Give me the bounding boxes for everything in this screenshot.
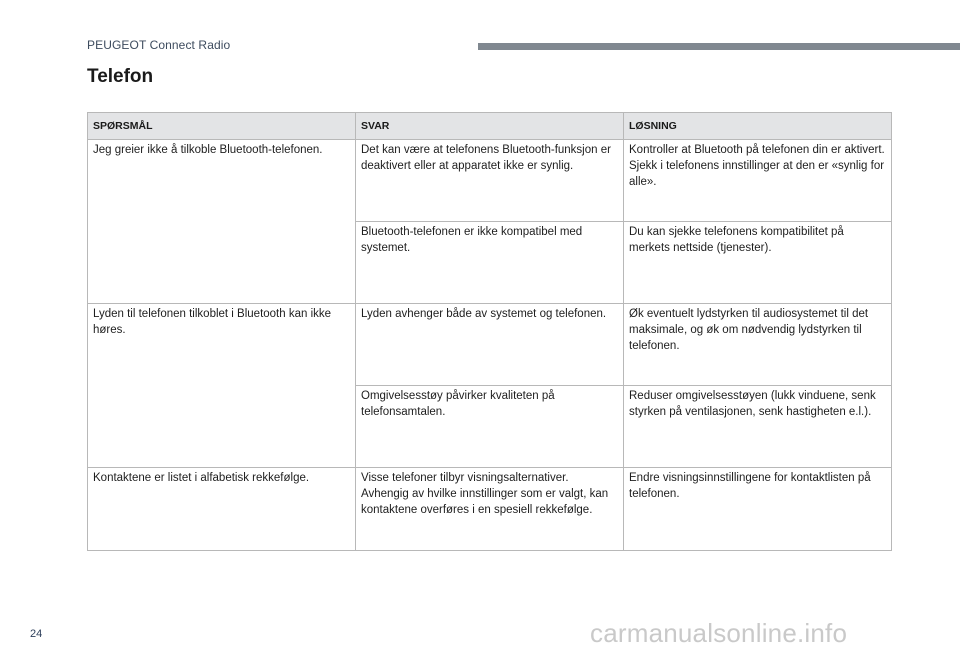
- section-title: Telefon: [87, 66, 154, 87]
- question-cell: Jeg greier ikke å tilkoble Bluetooth-telefonen.: [88, 140, 356, 304]
- page-number: 24: [30, 628, 43, 640]
- answer-cell: Lyden avhenger både av systemet og telefonen.: [356, 304, 624, 386]
- table-row: [88, 140, 892, 222]
- question-cell: Kontaktene er listet i alfabetisk rekkefølge.: [88, 468, 356, 551]
- table-row: [88, 468, 892, 551]
- column-header-question: SPØRSMÅL: [88, 113, 356, 140]
- answer-cell: Visse telefoner tilbyr visningsalternativer. Avhengig av hvilke innstillinger som er valgt, kan kontaktene overføres i en spesiell rekkefølge.: [356, 468, 624, 551]
- solution-cell: Du kan sjekke telefonens kompatibilitet på merkets nettside (tjenester).: [624, 222, 892, 304]
- answer-cell: Omgivelsesstøy påvirker kvaliteten på telefonsamtalen.: [356, 386, 624, 468]
- column-header-answer: SVAR: [356, 113, 624, 140]
- solution-cell: Øk eventuelt lydstyrken til audiosystemet til det maksimale, og øk om nødvendig lydstyrken til telefonen.: [624, 304, 892, 386]
- table-row: [88, 304, 892, 386]
- answer-cell: Det kan være at telefonens Bluetooth-funksjon er deaktivert eller at apparatet ikke er synlig.: [356, 140, 624, 222]
- watermark-text: carmanualsonline.info: [590, 618, 848, 648]
- solution-cell: Kontroller at Bluetooth på telefonen din er aktivert. Sjekk i telefonens innstillinger at den er «synlig for alle».: [624, 140, 892, 222]
- solution-cell: Endre visningsinnstillingene for kontaktlisten på telefonen.: [624, 468, 892, 551]
- answer-cell: Bluetooth-telefonen er ikke kompatibel med systemet.: [356, 222, 624, 304]
- header-divider-bar: [478, 43, 960, 50]
- column-header-solution: LØSNING: [624, 113, 892, 140]
- solution-cell: Reduser omgivelsesstøyen (lukk vinduene, senk styrken på ventilasjonen, senk hastigheten e.l.).: [624, 386, 892, 468]
- question-cell: Lyden til telefonen tilkoblet i Bluetooth kan ikke høres.: [88, 304, 356, 468]
- manual-header-title: PEUGEOT Connect Radio: [87, 38, 231, 52]
- troubleshooting-table: [87, 112, 892, 551]
- table-header-row: [88, 113, 892, 140]
